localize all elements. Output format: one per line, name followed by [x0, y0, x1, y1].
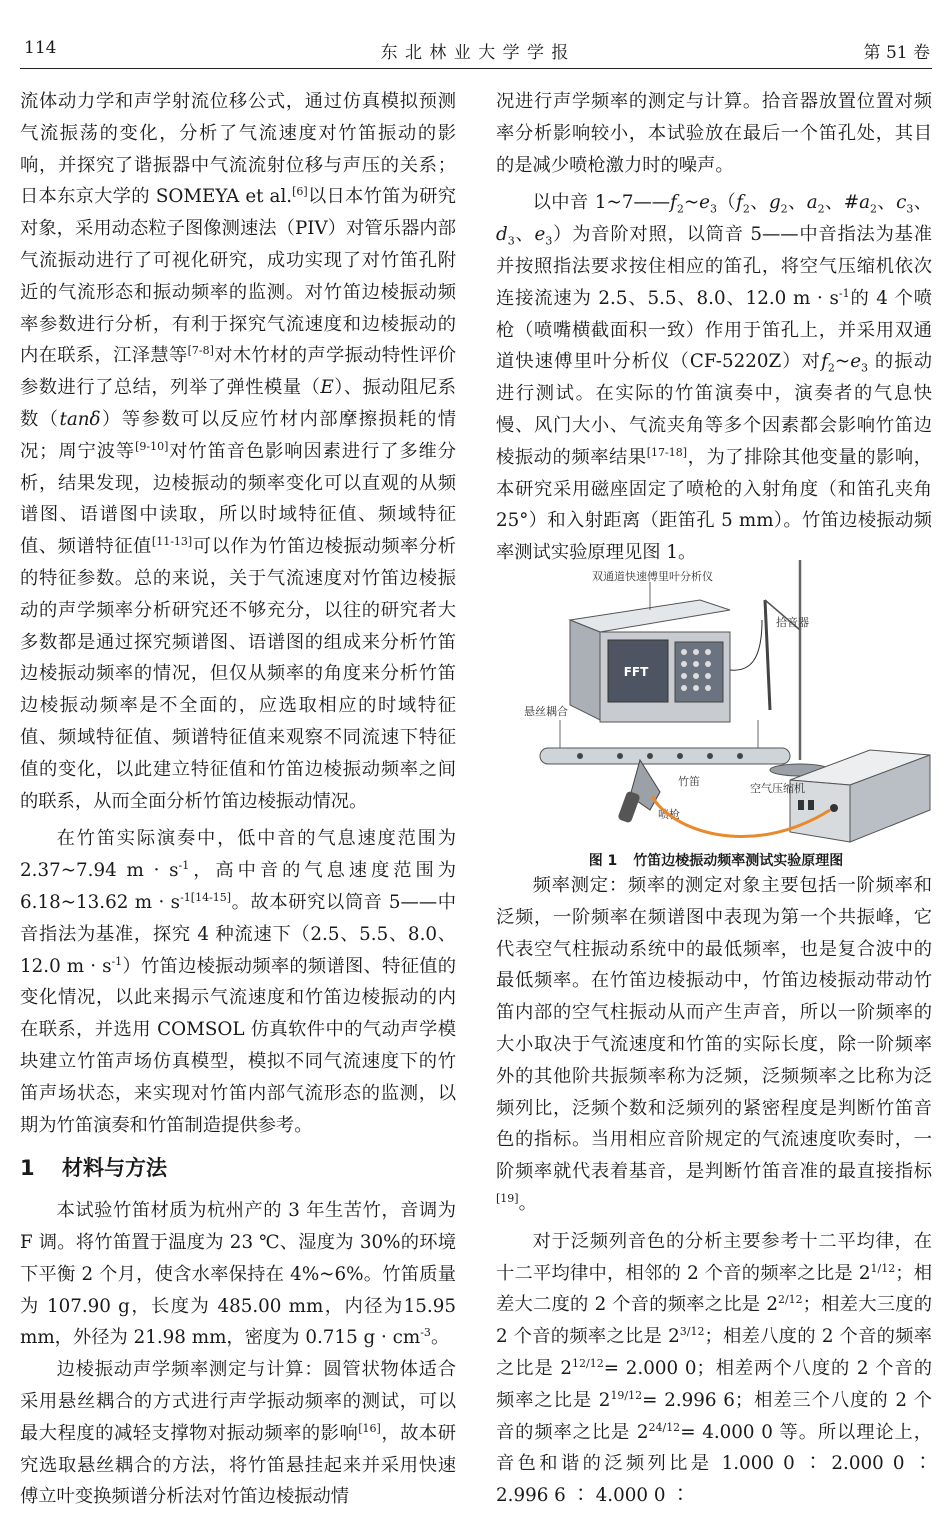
- paragraph-frequency: 频率测定：频率的测定对象主要包括一阶频率和泛频，一阶频率在频谱图中表现为第一个共振峰，它代表空气柱振动系统中的最低频率，也是复合波中的最低频率。在竹笛边棱振动中，竹笛边棱振动带动竹笛内部的空气柱振动从而产生声音，所以一阶频率的大小取决于气流速度和竹笛的实际长度，除一阶频率外的其他阶共振频率称为泛频，泛频频率之比称为泛频列比，泛频个数和泛频列的紧密程度是判断竹笛音色的指标。当用相应音阶规定的气流速度吹奏时，一阶频率就代表着基音，是判断竹笛音准的最直接指标[19]。: [496, 875, 932, 1214]
- fft-label: FFT: [623, 665, 649, 679]
- citation: [19]: [496, 1191, 519, 1205]
- paragraph-test-setup: 以中音 $1\sim 7——f_2\sim e_3(f_2$、$g_2$、$a_2$、$\#a_2$、$c_3$、$d_3$、$e_3$）为音阶对照，以筒音 5——中音指法为基准并按照指法要求按住相应的笛孔，将空气压缩机依次连接流速为 2.5、5.5、8.0、12.0 $m \cdot s^{-1}$的 4 个喷枪（喷嘴横截面积一致）作用于笛孔上，并采用双通道快速傅里叶分析仪（CF-5220Z）对$f_2\sim e_3$ 的振动进行测试。在实际的竹笛演奏中，演奏者的气息快慢、风门大小、气流夹角等多个因素都会影响竹笛边棱振动的频率结果[17-18]，为了排除其他变量的影响，本研究采用磁座固定了喷枪的入射角度（和笛孔夹角 25°）和入射距离（距笛孔 5 mm）。竹笛边棱振动频率测试实验原理见图 1。: [496, 192, 933, 564]
- paragraph-method-cont: 况进行声学频率的测定与计算。拾音器放置位置对频率分析影响较小，本试验放在最后一个笛孔处，其目的是减少喷枪激力时的噪声。: [496, 91, 932, 176]
- citation: [7-8]: [187, 344, 214, 358]
- section-heading: 1 材料与方法: [20, 1156, 167, 1181]
- right-column-top: [496, 86, 932, 569]
- gun-label: 喷枪: [658, 808, 680, 821]
- flute-label: 竹笛: [678, 775, 700, 788]
- spray-gun: [617, 760, 660, 823]
- citation: [11-13]: [151, 535, 193, 549]
- microphone-stand: [765, 560, 830, 776]
- left-column: [20, 86, 456, 1513]
- mic-label: 拾音器: [776, 616, 809, 629]
- compressor-label: 空气压缩机: [750, 782, 805, 795]
- bamboo-flute: [540, 748, 790, 764]
- figure-caption: 图 1 竹笛边棱振动频率测试实验原理图: [588, 853, 844, 869]
- citation: [6]: [292, 185, 308, 199]
- analyzer-label: 双通道快速傅里叶分析仪: [592, 570, 713, 583]
- paragraph-research-aim: 在竹笛实际演奏中，低中音的气息速度范围为 2.37~7.94 $m \cdot s^{-1}$，高中音的气息速度范围为 6.18~13.62 $m \cdot s^{-1[14-15]}$。故本研究以筒音 5——中音指法为基准，探究 4 种流速下（2.5、5.5、8.0、12.0 $m \cdot s^{-1}$）竹笛边棱振动频率的频谱图、特征值的变化情况，以此来揭示气流速度和竹笛边棱振动的内在联系，并选用 COMSOL 仿真软件中的气动声学模块建立竹笛声场仿真模型，模拟不同气流速度下的竹笛声场状态，来实现对竹笛内部气流形态的监测，以期为竹笛演奏和竹笛制造提供参考。: [20, 828, 457, 1136]
- paragraph-materials: 本试验竹笛材质为杭州产的 3 年生苦竹，音调为 F 调。将竹笛置于温度为 23 ℃、湿度为 30%的环境下平衡 2 个月，使含水率保持在 4%~6%。竹笛质量为 107.90 g，长度为 485.00 mm，内径为15.95 mm，外径为 21.98 mm，密度为 0.715 $g \cdot cm^{-3}$。: [20, 1200, 456, 1349]
- fft-analyzer: [570, 600, 730, 722]
- right-column-bottom: [496, 870, 932, 1512]
- figure-1-schematic: [500, 560, 932, 860]
- citation: [9-10]: [135, 439, 169, 453]
- volume-label: 第 51 卷: [863, 43, 930, 63]
- air-compressor: [790, 750, 930, 842]
- journal-title: 东 北 林 业 大 学 学 报: [380, 43, 570, 63]
- page-number: 114: [24, 38, 57, 58]
- paragraph-literature-review: 流体动力学和声学射流位移公式，通过仿真模拟预测气流振荡的变化，分析了气流速度对竹笛振动的影响，并探究了谐振器中气流流射位移与声压的关系；日本东京大学的 SOMEYA et al.[6]以日本竹笛为研究对象，采用动态粒子图像测速法（PIV）对管乐器内部气流振动进行了可视化研究，成功实现了对竹笛孔附近的气流形态和振动频率的监测。对竹笛边棱振动频率参数进行分析，有利于探究气流速度和边棱振动的内在联系，江泽慧等[7-8]对木竹材的声学振动特性评价参数进行了总结，列举了弹性模量（E）、振动阻尼系数（tanδ）等参数可以反应竹材内部摩擦损耗的情况；周宁波等[9-10]对竹笛音色影响因素进行了多维分析，结果发现，边棱振动的频率变化可以直观的从频谱图、语谱图中读取，所以时域特征值、频域特征值、频谱特征值[11-13]可以作为竹笛边棱振动频率分析的特征参数。总的来说，关于气流速度对竹笛边棱振动的声学频率分析研究还不够充分，以往的研究者大多数都是通过探究频谱图、语谱图的组成来分析竹笛边棱振动频率的情况，但仅从频率的角度来分析竹笛边棱振动频率是不全面的，应选取相应的时域特征值、频域特征值、频谱特征值来观察不同流速下特征值的变化，以此建立特征值和竹笛边棱振动频率之间的联系，从而全面分析竹笛边棱振动情况。: [20, 91, 457, 812]
- suspension-label: 悬丝耦合: [524, 705, 568, 718]
- citation: [17-18]: [646, 445, 688, 459]
- paragraph-method: 边棱振动声学频率测定与计算：圆管状物体适合采用悬丝耦合的方式进行声学振动频率的测试，可以最大程度的减轻支撑物对振动频率的影响[16]，故本研究选取悬丝耦合的方法，将竹笛悬挂起来并采用快速傅立叶变换频谱分析法对竹笛边棱振动情: [20, 1359, 457, 1508]
- paragraph-temperament: 对于泛频列音色的分析主要参考十二平均律，在十二平均律中，相邻的 2 个音的频率之比是 $2^{1/12}$；相差大二度的 2 个音的频率之比是 $2^{2/12}$；相差大三度的 2 个音的频率之比是 $2^{3/12}$；相差八度的 2 个音的频率之比是 $2^{12/12}= 2.000$ 0；相差两个八度的 2 个音的频率之比是 $2^{19/12}= 2.996$ 6；相差三个八度的 2 个音的频率之比是 $2^{24/12}= 4.000$ 0 等。所以理论上，音色和谐的泛频列比是 1.000 0 ∶ 2.000 0 ∶ 2.996 6 ∶ 4.000 0 ∶: [496, 1230, 933, 1507]
- citation: [16]: [358, 1421, 381, 1435]
- header-rule: [20, 68, 932, 69]
